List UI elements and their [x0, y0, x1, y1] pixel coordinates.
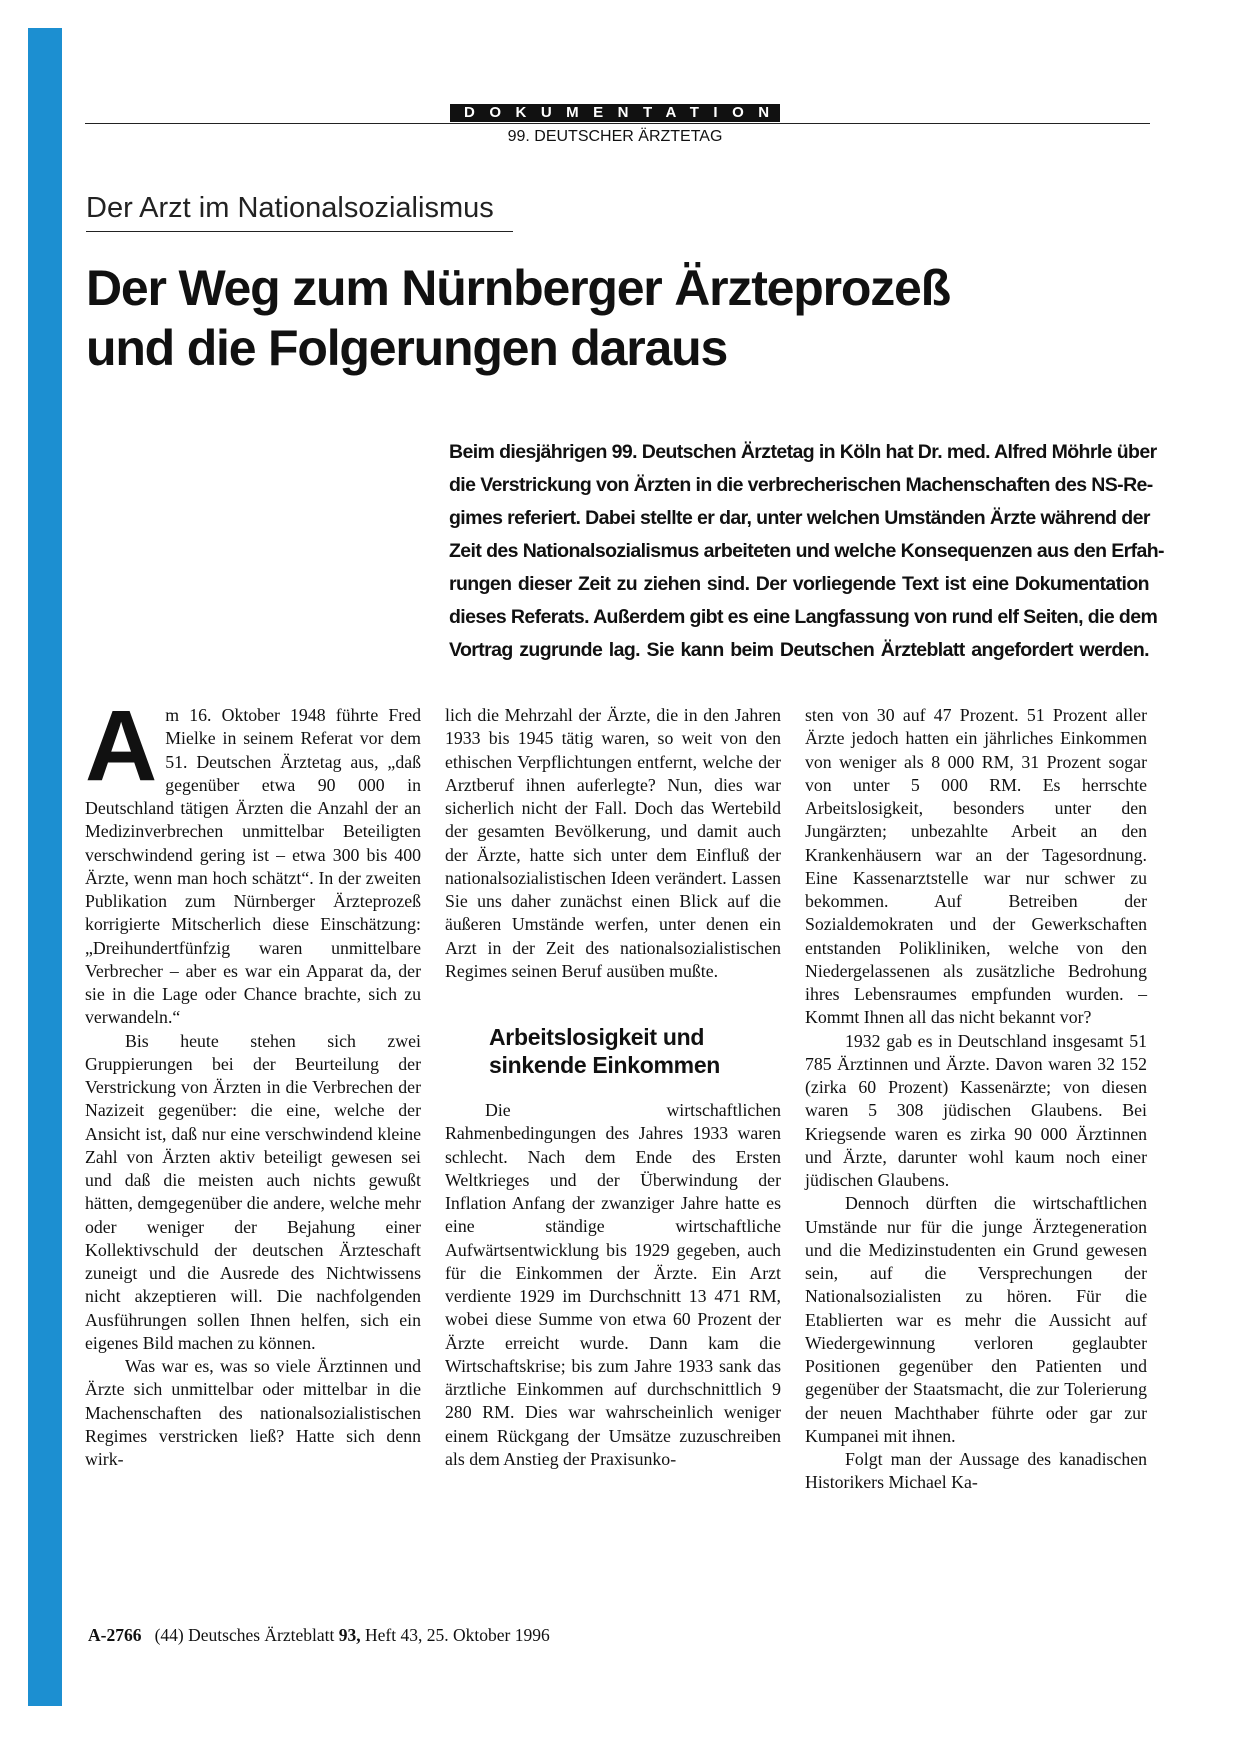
body-paragraph: 1932 gab es in Deutschland insgesamt 51 785 Ärztinnen und Ärzte. Davon waren 32 152 (zirka 60 Prozent) Kassenärzte; von diesen waren 5 308 jüdischen Glaubens. Bei Kriegsende waren es zirka 90 000 Ärztinnen und Ärzte, darunter wohl kaum noch einer jüdischen Glaubens. [805, 1030, 1147, 1190]
subheading-line-1: Arbeitslosigkeit und [489, 1024, 705, 1050]
volume-number: 93, [338, 1625, 361, 1645]
lead-line: die Verstrickung von Ärzten in die verbrecherischen Machenschaften des NS-Re- [449, 474, 1153, 496]
page-footer [88, 1625, 550, 1646]
lead-paragraph [449, 436, 1164, 667]
subheading-line-2: sinkende Einkommen [489, 1052, 721, 1078]
paragraph-text: m 16. Oktober 1948 führte Fred Mielke in seinem Referat vor dem 51. Deutschen Ärztetag aus, „daß gegenüber etwa 90 000 in Deutschland tätigen Ärzten die Anzahl der an Medizinverbrechen unmittelbar Beteiligten verschwindend gering ist – etwa 300 bis 400 Ärzte, wenn man hoch schätzt“. In der zweiten Publikation zum Nürnberger Ärzteprozeß korrigierte Mitscherlich diese Einschätzung: „Dreihundertfünfzig waren unmittelbare Verbrecher – aber es war ein Apparat da, der sie in die Lage oder Chance brachte, sich zu verwandeln.“ [85, 705, 421, 1028]
title-line-1: Der Weg zum Nürnberger Ärzteprozeß [86, 260, 950, 316]
lead-line: Vortrag zugrunde lag. Sie kann beim Deutschen Ärzteblatt angefordert werden. [449, 639, 1149, 661]
lead-line: Beim diesjährigen 99. Deutschen Ärztetag in Köln hat Dr. med. Alfred Möhrle über [449, 441, 1157, 463]
body-column-1 [85, 690, 421, 1471]
kicker: Der Arzt im Nationalsozialismus [86, 190, 513, 232]
body-paragraph: Dennoch dürften die wirtschaftlichen Umstände nur für die junge Ärztegeneration und die Medizinstudenten ein Grund gewesen sein, auf die Versprechungen der Nationalsozialisten zu hören. Für die Etablierten war es mehr die Aussicht auf Wiedergewinnung verloren geglaubter Positionen gegenüber den Patienten und gegenüber der Staatsmacht, die zur Tolerierung der neuen Machthaber führte oder gar zur Kumpanei mit ihnen. [805, 1193, 1147, 1446]
body-paragraph: sten von 30 auf 47 Prozent. 51 Prozent aller Ärzte jedoch hatten ein jährliches Einkommen von weniger als 8 000 RM, 31 Prozent sogar von unter 5 000 RM. Es herrschte Arbeitslosigkeit, besonders unter den Jungärzten; unbezahlte Arbeit an den Krankenhäusern war an der Tagesordnung. Eine Kassenarztstelle war nur schwer zu bekommen. Auf Betreiben der Sozialdemokraten und der Gewerkschaften entstanden Polikliniken, welche von den Niedergelassenen als zusätzliche Bedrohung ihres Lebensraumes empfunden wurden. – Kommt Ihnen all das nicht bekannt vor? [805, 705, 1147, 1028]
body-paragraph: Die wirtschaftlichen Rahmenbedingungen des Jahres 1933 waren schlecht. Nach dem Ende des Ersten Weltkrieges und der Überwindung der Inflation Anfang der zwanziger Jahre hatte es eine ständige wirtschaftliche Aufwärtsentwicklung bis 1929 gegeben, auch für die Einkommen der Ärzte. Ein Arzt verdiente 1929 im Durchschnitt 13 471 RM, wobei diese Summe von etwa 60 Prozent der Ärzte erreicht wurde. Dann kam die Wirtschaftskrise; bis zum Jahre 1933 sank das ärztliche Einkommen auf durchschnittlich 9 280 RM. Dies war wahrscheinlich weniger einem Rückgang der Umsätze zuzuschreiben als dem Anstieg der Praxisunko- [445, 1100, 781, 1469]
body-paragraph: Was war es, was so viele Ärztinnen und Ärzte sich unmittelbar oder mittelbar in die Machenschaften des nationalsozialistischen Regimes verstricken ließ? Hatte sich denn wirk- [85, 1356, 421, 1469]
body-column-3 [805, 704, 1147, 1495]
subheading [489, 1023, 781, 1079]
title-line-2: und die Folgerungen daraus [86, 320, 728, 376]
section-subtitle: 99. DEUTSCHER ÄRZTETAG [507, 128, 723, 145]
body-paragraph: Folgt man der Aussage des kanadischen Historikers Michael Ka- [805, 1449, 1147, 1493]
body-paragraph: Bis heute stehen sich zwei Gruppierungen bei der Beurteilung der Verstrickung von Ärzten in die Verbrechen der Nazizeit gegenüber: die eine, welche der Ansicht ist, daß nur eine verschwindend kleine Zahl von Ärzten aktiv beteiligt gewesen sei und daß die meisten auch nichts gewußt hätten, demgegenüber die andere, welche mehr oder weniger der Bejahung einer Kollektivschuld der deutschen Ärzteschaft zuneigt und die Ausrede des Nichtwissens nicht akzeptieren will. Die nachfolgenden Ausführungen sollen Ihnen helfen, sich ein eigenes Bild machen zu können. [85, 1030, 421, 1353]
body-paragraph [85, 690, 421, 1030]
section-label: DOKUMENTATION [450, 104, 780, 122]
accent-sidebar-bar [28, 28, 62, 1706]
lead-line: dieses Referats. Außerdem gibt es eine Langfassung von rund elf Seiten, die dem [449, 606, 1158, 628]
lead-line: gimes referiert. Dabei stellte er dar, unter welchen Umständen Ärzte während der [449, 507, 1150, 529]
body-paragraph: lich die Mehrzahl der Ärzte, die in den Jahren 1933 bis 1945 tätig waren, so weit von den ethischen Verpflichtungen entfernt, welche der Arztberuf ihnen auferlegte? Nun, dies war sicherlich nicht der Fall. Doch das Wertebild der gesamten Bevölkerung, und damit auch der Ärzte, hatte sich unter dem Einfluß der nationalsozialistischen Ideen verändert. Lassen Sie uns daher zunächst einen Blick auf die äußeren Umstände werfen, unter denen ein Arzt in der Zeit des nationalsozialistischen Regimes seinen Beruf ausüben mußte. [445, 705, 781, 981]
body-column-2 [445, 704, 781, 1471]
lead-line: rungen dieser Zeit zu ziehen sind. Der vorliegende Text ist eine Dokumentation [449, 573, 1149, 595]
issue-date: Heft 43, 25. Oktober 1996 [365, 1625, 550, 1645]
journal-name: (44) Deutsches Ärzteblatt [154, 1625, 335, 1645]
drop-cap: A [85, 690, 158, 802]
header-rule [85, 123, 1150, 124]
page-code: A-2766 [88, 1625, 142, 1645]
article-title [86, 258, 1146, 378]
lead-line: Zeit des Nationalsozialismus arbeiteten und welche Konsequenzen aus den Erfah- [449, 540, 1164, 562]
